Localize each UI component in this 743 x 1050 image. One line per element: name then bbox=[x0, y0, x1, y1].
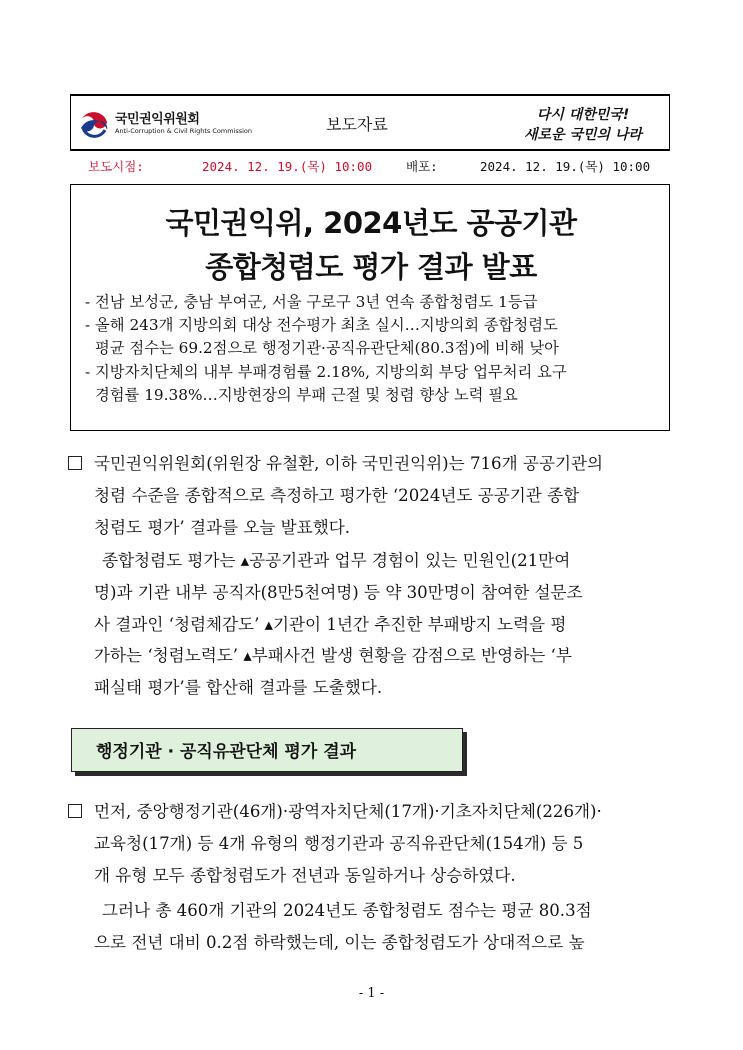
paragraph-results: 먼저, 중앙행정기관(46개)·광역자치단체(17개)·기초자치단체(226개)· 교육청(17개) 등 4개 유형의 행정기관과 공직유관단체(154개) 등 5 개 유형 모두 종합청렴도가 전년과 동일하거나 상승하였다. bbox=[68, 796, 678, 891]
distribution-value: 2024. 12. 19.(목) 10:00 bbox=[480, 159, 651, 174]
slogan-line2: 새로운 국민의 나라 bbox=[524, 127, 642, 143]
org-logo bbox=[77, 105, 257, 145]
summary-line: - 지방자치단체의 내부 부패경험률 2.18%, 지방의회 부당 업무처리 요구 bbox=[85, 362, 567, 381]
summary-line: 평균 점수는 69.2점으로 행정기관·공직유관단체(80.3점)에 비해 낮아 bbox=[95, 339, 559, 358]
summary-line: 경험률 19.38%…지방현장의 부패 근절 및 청렴 향상 노력 필요 bbox=[95, 385, 518, 404]
section-header bbox=[71, 728, 463, 772]
paragraph-average: 그러나 총 460개 기관의 2024년도 종합청렴도 점수는 평균 80.3점 으로 전년 대비 0.2점 하락했는데, 이는 종합청렴도가 상대적으로 높 bbox=[94, 901, 592, 952]
summary-list bbox=[85, 291, 659, 407]
press-header bbox=[70, 94, 670, 151]
checkbox-square-icon bbox=[68, 804, 82, 818]
paragraph-intro: 국민권익위원회(위원장 유철환, 이하 국민권익위)는 716개 공공기관의 청렴 수준을 종합적으로 측정하고 평가한 ‘2024년도 공공기관 종합 청렴도 평가’ 결과를 오늘 발표했다. bbox=[68, 448, 678, 543]
embargo-value: 2024. 12. 19.(목) 10:00 bbox=[202, 159, 373, 174]
org-name: 국민권익위원회 bbox=[115, 112, 200, 127]
summary-line: - 올해 243개 지방의회 대상 전수평가 최초 실시…지방의회 종합청렴도 bbox=[85, 316, 558, 335]
paragraph-method: 종합청렴도 평가는 ▴공공기관과 업무 경험이 있는 민원인(21만여 명)과 기관 내부 공직자(8만5천여명) 등 약 30만명이 참여한 설문조 사 결과인 ‘청렴체감도’ ▴기관이 1년간 추진한 부패방지 노력을 평 가하는 ‘청렴노력도’ ▴부패사건 발생 현황을 감점으로 반영하는 ‘부 패실태 평가’를 합산해 결과를 도출했다. bbox=[94, 551, 583, 698]
page-number: - 1 - bbox=[358, 986, 385, 1001]
org-english-name: Anti-Corruption & Civil Rights Commission bbox=[115, 127, 253, 135]
slogan-line1: 다시 대한민국! bbox=[536, 107, 630, 123]
headline-box bbox=[70, 184, 670, 431]
headline-line2: 종합청렴도 평가 결과 발표 bbox=[205, 250, 537, 284]
checkbox-square-icon bbox=[68, 456, 82, 470]
embargo-label: 보도시점: bbox=[88, 159, 144, 174]
summary-line: - 전남 보성군, 충남 부여군, 서울 구로구 3년 연속 종합청렴도 1등급 bbox=[85, 293, 538, 311]
slogan-handwriting bbox=[503, 102, 663, 146]
distribution-label: 배포: bbox=[406, 159, 438, 174]
press-release-label: 보도자료 bbox=[326, 115, 388, 134]
section-title: 행정기관 · 공직유관단체 평가 결과 bbox=[96, 742, 357, 762]
taegeuk-emblem-icon bbox=[77, 108, 111, 142]
headline-line1: 국민권익위, 2024년도 공공기관 bbox=[165, 206, 577, 240]
